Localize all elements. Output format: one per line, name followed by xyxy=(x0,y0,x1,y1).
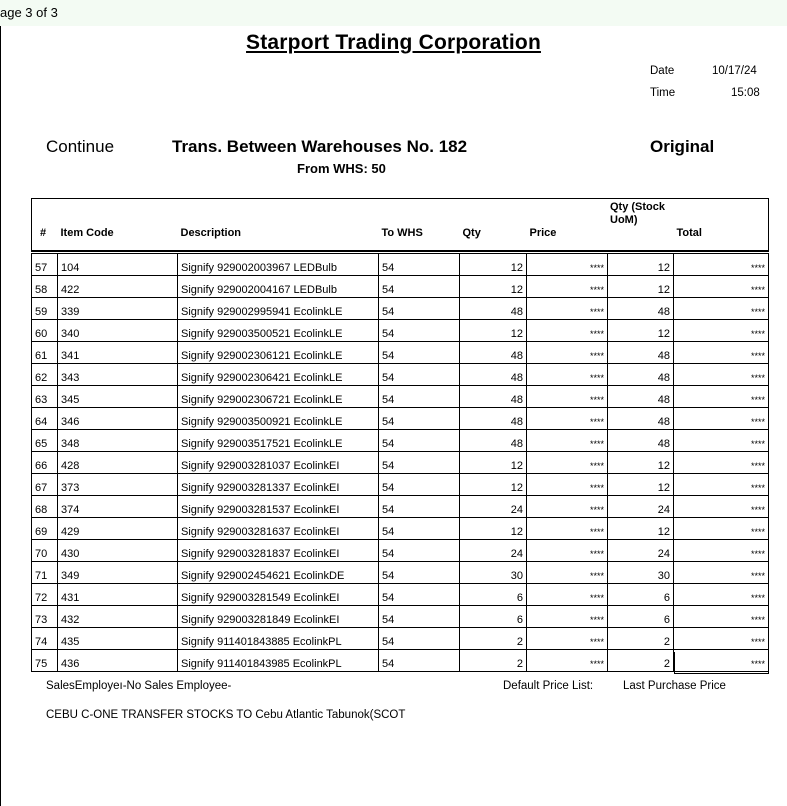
grand-total-box xyxy=(674,652,769,674)
cell-item-code: 341 xyxy=(58,342,178,364)
default-price-list-label: Default Price List: xyxy=(503,680,594,692)
table-row xyxy=(32,562,769,584)
cell-total: **** xyxy=(674,320,769,342)
cell-row-number: 57 xyxy=(32,254,58,276)
cell-row-number: 67 xyxy=(32,474,58,496)
time-value: 15:08 xyxy=(731,87,760,99)
cell-qty: 12 xyxy=(460,276,527,298)
cell-price: **** xyxy=(527,496,608,518)
cell-row-number: 64 xyxy=(32,408,58,430)
table-row xyxy=(32,320,769,342)
cell-to-whs: 54 xyxy=(379,628,460,650)
cell-qty: 24 xyxy=(460,540,527,562)
cell-row-number: 70 xyxy=(32,540,58,562)
table-row xyxy=(32,364,769,386)
cell-price: **** xyxy=(527,628,608,650)
cell-total: **** xyxy=(674,276,769,298)
cell-to-whs: 54 xyxy=(379,430,460,452)
cell-qty: 2 xyxy=(460,650,527,672)
cell-price: **** xyxy=(527,364,608,386)
cell-price: **** xyxy=(527,254,608,276)
cell-item-code: 432 xyxy=(58,606,178,628)
cell-total: **** xyxy=(674,650,769,672)
cell-item-code: 435 xyxy=(58,628,178,650)
cell-description: Signify 929003500921 EcolinkLE xyxy=(178,408,379,430)
table-row xyxy=(32,474,769,496)
page-indicator: age 3 of 3 xyxy=(0,5,58,20)
cell-total: **** xyxy=(674,496,769,518)
cell-item-code: 104 xyxy=(58,254,178,276)
col-total: Total xyxy=(674,199,769,252)
cell-qty: 48 xyxy=(460,430,527,452)
date-value: 10/17/24 xyxy=(712,65,757,77)
cell-qty-stock: 6 xyxy=(608,606,674,628)
cell-total: **** xyxy=(674,606,769,628)
cell-item-code: 343 xyxy=(58,364,178,386)
cell-description: Signify 929003500521 EcolinkLE xyxy=(178,320,379,342)
cell-total: **** xyxy=(674,342,769,364)
cell-to-whs: 54 xyxy=(379,518,460,540)
cell-description: Signify 911401843985 EcolinkPL xyxy=(178,650,379,672)
table-row xyxy=(32,254,769,276)
cell-row-number: 59 xyxy=(32,298,58,320)
cell-description: Signify 929002003967 LEDBulb xyxy=(178,254,379,276)
sales-employee: SalesEmployeı-No Sales Employee- xyxy=(46,680,232,692)
cell-qty: 6 xyxy=(460,584,527,606)
qty-stock-header: Qty (Stock UoM) xyxy=(610,201,666,226)
table-row xyxy=(32,540,769,562)
cell-description: Signify 929003517521 EcolinkLE xyxy=(178,430,379,452)
cell-item-code: 339 xyxy=(58,298,178,320)
cell-qty: 12 xyxy=(460,474,527,496)
cell-description: Signify 929003281837 EcolinkEI xyxy=(178,540,379,562)
col-num: # xyxy=(32,199,58,252)
cell-row-number: 72 xyxy=(32,584,58,606)
table-row xyxy=(32,496,769,518)
cell-total: **** xyxy=(674,430,769,452)
date-label: Date xyxy=(650,65,675,77)
cell-item-code: 430 xyxy=(58,540,178,562)
cell-description: Signify 929003281849 EcolinkEI xyxy=(178,606,379,628)
cell-item-code: 436 xyxy=(58,650,178,672)
cell-qty: 48 xyxy=(460,386,527,408)
cell-price: **** xyxy=(527,518,608,540)
cell-qty-stock: 12 xyxy=(608,254,674,276)
document-title: Trans. Between Warehouses No. 182 xyxy=(172,137,468,156)
col-item-code: Item Code xyxy=(58,199,178,252)
cell-to-whs: 54 xyxy=(379,474,460,496)
col-qty: Qty xyxy=(460,199,527,252)
table-row xyxy=(32,408,769,430)
page-indicator-bar xyxy=(0,0,787,26)
cell-qty: 2 xyxy=(460,628,527,650)
cell-to-whs: 54 xyxy=(379,386,460,408)
cell-price: **** xyxy=(527,408,608,430)
cell-total: **** xyxy=(674,298,769,320)
cell-row-number: 60 xyxy=(32,320,58,342)
cell-description: Signify 929002454621 EcolinkDE xyxy=(178,562,379,584)
copy-label: Original xyxy=(650,137,715,156)
cell-qty: 48 xyxy=(460,364,527,386)
cell-qty-stock: 24 xyxy=(608,496,674,518)
cell-item-code: 429 xyxy=(58,518,178,540)
cell-item-code: 349 xyxy=(58,562,178,584)
left-border xyxy=(0,0,1,806)
time-label: Time xyxy=(650,87,676,99)
cell-price: **** xyxy=(527,430,608,452)
cell-price: **** xyxy=(527,320,608,342)
cell-to-whs: 54 xyxy=(379,584,460,606)
cell-total: **** xyxy=(674,562,769,584)
cell-qty: 12 xyxy=(460,518,527,540)
cell-row-number: 66 xyxy=(32,452,58,474)
cell-to-whs: 54 xyxy=(379,452,460,474)
cell-description: Signify 929002306721 EcolinkLE xyxy=(178,386,379,408)
cell-row-number: 73 xyxy=(32,606,58,628)
cell-qty: 48 xyxy=(460,408,527,430)
cell-total: **** xyxy=(674,452,769,474)
cell-price: **** xyxy=(527,650,608,672)
cell-qty-stock: 6 xyxy=(608,584,674,606)
cell-price: **** xyxy=(527,562,608,584)
cell-qty: 48 xyxy=(460,298,527,320)
cell-price: **** xyxy=(527,540,608,562)
table-row xyxy=(32,276,769,298)
cell-qty: 12 xyxy=(460,320,527,342)
cell-price: **** xyxy=(527,386,608,408)
cell-to-whs: 54 xyxy=(379,254,460,276)
table-row xyxy=(32,606,769,628)
cell-description: Signify 929003281337 EcolinkEI xyxy=(178,474,379,496)
cell-row-number: 63 xyxy=(32,386,58,408)
table-row xyxy=(32,342,769,364)
cell-row-number: 61 xyxy=(32,342,58,364)
table-row xyxy=(32,452,769,474)
cell-to-whs: 54 xyxy=(379,298,460,320)
cell-qty-stock: 30 xyxy=(608,562,674,584)
default-price-list-value: Last Purchase Price xyxy=(623,680,726,692)
cell-item-code: 422 xyxy=(58,276,178,298)
cell-description: Signify 929003281637 EcolinkEI xyxy=(178,518,379,540)
cell-total: **** xyxy=(674,254,769,276)
cell-description: Signify 929003281549 EcolinkEI xyxy=(178,584,379,606)
table-row xyxy=(32,298,769,320)
cell-price: **** xyxy=(527,342,608,364)
cell-qty-stock: 12 xyxy=(608,276,674,298)
cell-total: **** xyxy=(674,386,769,408)
cell-total: **** xyxy=(674,518,769,540)
cell-to-whs: 54 xyxy=(379,320,460,342)
cell-total: **** xyxy=(674,628,769,650)
cell-qty-stock: 48 xyxy=(608,298,674,320)
table-row xyxy=(32,518,769,540)
cell-qty: 12 xyxy=(460,254,527,276)
cell-item-code: 345 xyxy=(58,386,178,408)
cell-total: **** xyxy=(674,408,769,430)
cell-item-code: 346 xyxy=(58,408,178,430)
cell-to-whs: 54 xyxy=(379,540,460,562)
cell-row-number: 75 xyxy=(32,650,58,672)
cell-qty-stock: 12 xyxy=(608,320,674,342)
cell-qty-stock: 2 xyxy=(608,650,674,672)
continue-label: Continue xyxy=(46,137,115,156)
cell-row-number: 65 xyxy=(32,430,58,452)
cell-qty: 12 xyxy=(460,452,527,474)
cell-to-whs: 54 xyxy=(379,342,460,364)
table-body xyxy=(32,254,769,672)
cell-price: **** xyxy=(527,474,608,496)
cell-qty-stock: 12 xyxy=(608,474,674,496)
cell-item-code: 374 xyxy=(58,496,178,518)
cell-qty-stock: 12 xyxy=(608,452,674,474)
cell-total: **** xyxy=(674,540,769,562)
cell-row-number: 74 xyxy=(32,628,58,650)
cell-description: Signify 929002995941 EcolinkLE xyxy=(178,298,379,320)
cell-qty-stock: 2 xyxy=(608,628,674,650)
cell-item-code: 348 xyxy=(58,430,178,452)
cell-row-number: 58 xyxy=(32,276,58,298)
col-to-whs: To WHS xyxy=(379,199,460,252)
col-description: Description xyxy=(178,199,379,252)
remarks: CEBU C-ONE TRANSFER STOCKS TO Cebu Atlantic Tabunok(SCOT xyxy=(46,709,406,721)
cell-to-whs: 54 xyxy=(379,364,460,386)
cell-row-number: 71 xyxy=(32,562,58,584)
cell-description: Signify 929003281037 EcolinkEI xyxy=(178,452,379,474)
cell-qty-stock: 48 xyxy=(608,342,674,364)
table-row xyxy=(32,386,769,408)
cell-qty-stock: 48 xyxy=(608,430,674,452)
cell-price: **** xyxy=(527,606,608,628)
cell-total: **** xyxy=(674,364,769,386)
items-table xyxy=(31,198,769,672)
cell-row-number: 69 xyxy=(32,518,58,540)
cell-qty: 6 xyxy=(460,606,527,628)
cell-qty: 48 xyxy=(460,342,527,364)
cell-description: Signify 929002306121 EcolinkLE xyxy=(178,342,379,364)
cell-to-whs: 54 xyxy=(379,496,460,518)
cell-item-code: 428 xyxy=(58,452,178,474)
cell-row-number: 62 xyxy=(32,364,58,386)
cell-qty: 24 xyxy=(460,496,527,518)
cell-to-whs: 54 xyxy=(379,562,460,584)
cell-description: Signify 929002306421 EcolinkLE xyxy=(178,364,379,386)
cell-description: Signify 929003281537 EcolinkEI xyxy=(178,496,379,518)
cell-qty: 30 xyxy=(460,562,527,584)
company-title: Starport Trading Corporation xyxy=(246,31,541,54)
cell-qty-stock: 12 xyxy=(608,518,674,540)
cell-qty-stock: 48 xyxy=(608,408,674,430)
col-price: Price xyxy=(527,199,608,252)
cell-total: **** xyxy=(674,474,769,496)
cell-to-whs: 54 xyxy=(379,408,460,430)
table-row xyxy=(32,584,769,606)
table-row xyxy=(32,650,769,672)
cell-item-code: 340 xyxy=(58,320,178,342)
cell-description: Signify 929002004167 LEDBulb xyxy=(178,276,379,298)
from-warehouse: From WHS: 50 xyxy=(297,161,386,176)
cell-price: **** xyxy=(527,452,608,474)
cell-price: **** xyxy=(527,298,608,320)
cell-price: **** xyxy=(527,584,608,606)
cell-qty-stock: 48 xyxy=(608,364,674,386)
cell-item-code: 431 xyxy=(58,584,178,606)
cell-item-code: 373 xyxy=(58,474,178,496)
cell-to-whs: 54 xyxy=(379,276,460,298)
cell-qty-stock: 48 xyxy=(608,386,674,408)
cell-qty-stock: 24 xyxy=(608,540,674,562)
cell-price: **** xyxy=(527,276,608,298)
table-row xyxy=(32,430,769,452)
table-row xyxy=(32,628,769,650)
cell-to-whs: 54 xyxy=(379,606,460,628)
cell-total: **** xyxy=(674,584,769,606)
cell-to-whs: 54 xyxy=(379,650,460,672)
cell-row-number: 68 xyxy=(32,496,58,518)
cell-description: Signify 911401843885 EcolinkPL xyxy=(178,628,379,650)
